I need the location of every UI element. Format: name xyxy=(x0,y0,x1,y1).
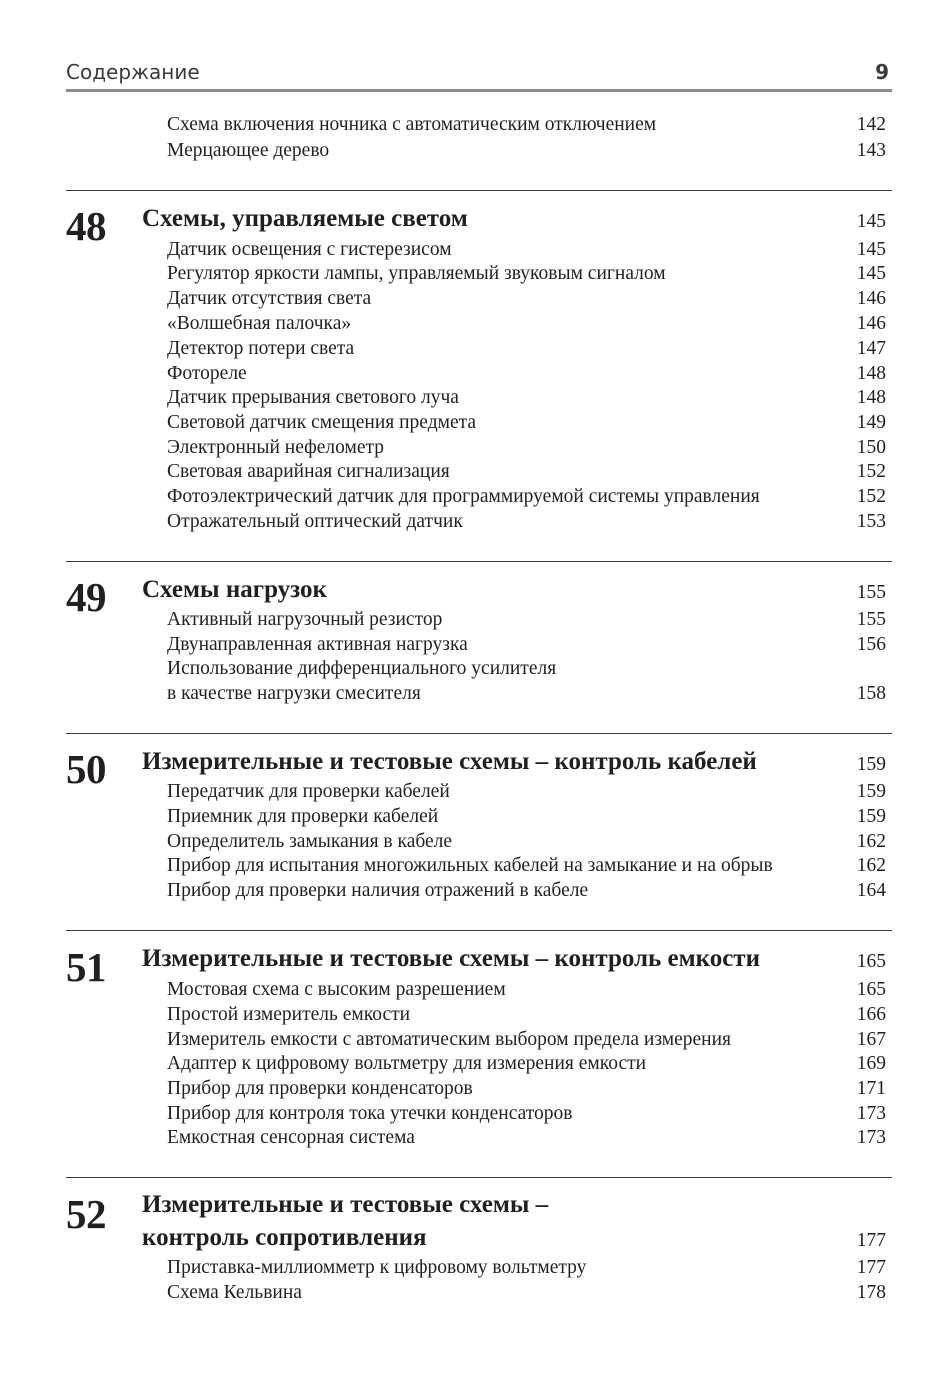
entry-page: 156 xyxy=(856,634,886,655)
entry-page: 152 xyxy=(856,486,886,507)
toc-entry xyxy=(167,1101,886,1126)
toc-entry xyxy=(167,681,886,706)
entry-title: Датчик отсутствия света xyxy=(167,288,372,309)
entry-title: Использование дифференциального усилителя xyxy=(167,658,557,679)
entry-page: 146 xyxy=(856,313,886,334)
entry-title: Регулятор яркости лампы, управляемый звуковым сигналом xyxy=(167,263,666,284)
entry-page: 171 xyxy=(856,1078,886,1099)
chapter-number: 52 xyxy=(66,1191,106,1237)
entry-page: 159 xyxy=(856,781,886,802)
header-page-number: 9 xyxy=(875,60,889,84)
toc-entry xyxy=(167,878,886,903)
running-header xyxy=(66,58,892,94)
toc-entry xyxy=(167,656,886,681)
toc-entry xyxy=(167,385,886,410)
entry-title: Двунаправленная активная нагрузка xyxy=(167,634,468,655)
entry-title: в качестве нагрузки смесителя xyxy=(167,683,421,704)
entry-page: 142 xyxy=(856,114,886,135)
entry-title: Прибор для контроля тока утечки конденсаторов xyxy=(167,1103,573,1124)
entry-page: 167 xyxy=(856,1029,886,1050)
toc-entry xyxy=(167,1125,886,1150)
toc-entry xyxy=(167,138,886,163)
toc-entry xyxy=(167,361,886,386)
entry-title: Фотоэлектрический датчик для программируемой системы управления xyxy=(167,486,760,507)
toc-entry xyxy=(167,286,886,311)
chapter-title: Измерительные и тестовые схемы – контроль емкости xyxy=(142,945,760,972)
entry-page: 158 xyxy=(856,683,886,704)
toc-entry xyxy=(167,410,886,435)
entry-page: 148 xyxy=(856,363,886,384)
entry-page: 173 xyxy=(856,1127,886,1148)
entry-title: Адаптер к цифровому вольтметру для измерения емкости xyxy=(167,1053,647,1074)
entry-title: Датчик прерывания светового луча xyxy=(167,387,459,408)
chapter-page: 145 xyxy=(856,211,886,232)
entry-title: Световой датчик смещения предмета xyxy=(167,412,477,433)
entry-page: 162 xyxy=(856,831,886,852)
entry-page: 153 xyxy=(856,511,886,532)
entry-page: 159 xyxy=(856,806,886,827)
entry-title: Прибор для испытания многожильных кабелей на замыкание и на обрыв xyxy=(167,855,773,876)
entry-title: Световая аварийная сигнализация xyxy=(167,461,450,482)
entry-title: Схема Кельвина xyxy=(167,1282,302,1303)
chapter-divider xyxy=(66,561,892,562)
entry-page: 148 xyxy=(856,387,886,408)
entry-page: 145 xyxy=(856,263,886,284)
toc-entry xyxy=(167,632,886,657)
entry-title: Схема включения ночника с автоматическим отключением xyxy=(167,114,657,135)
header-title: Содержание xyxy=(66,60,200,84)
chapter-title: Измерительные и тестовые схемы – контроль кабелей xyxy=(142,748,757,775)
toc-entry xyxy=(167,112,886,137)
toc-entry xyxy=(167,829,886,854)
toc-entry xyxy=(167,853,886,878)
toc-entry xyxy=(167,977,886,1002)
entry-title: Передатчик для проверки кабелей xyxy=(167,781,450,802)
entry-title: Электронный нефелометр xyxy=(167,437,384,458)
entry-title: Измеритель емкости с автоматическим выбором предела измерения xyxy=(167,1029,732,1050)
chapter-number: 50 xyxy=(66,746,106,792)
entry-page: 145 xyxy=(856,239,886,260)
entry-page: 149 xyxy=(856,412,886,433)
entry-title: Определитель замыкания в кабеле xyxy=(167,831,453,852)
entry-title: Отражательный оптический датчик xyxy=(167,511,463,532)
entry-page: 162 xyxy=(856,855,886,876)
entry-title: Приставка-миллиомметр к цифровому вольтметру xyxy=(167,1257,587,1278)
entry-page: 177 xyxy=(856,1257,886,1278)
chapter-title: Измерительные и тестовые схемы – xyxy=(142,1191,549,1218)
chapter-title: Схемы нагрузок xyxy=(142,576,327,603)
entry-page: 155 xyxy=(856,609,886,630)
chapter-divider xyxy=(66,1177,892,1178)
toc-entry xyxy=(167,435,886,460)
entry-title: Фотореле xyxy=(167,363,247,384)
chapter-page: 177 xyxy=(856,1230,886,1251)
entry-page: 150 xyxy=(856,437,886,458)
toc-entry xyxy=(167,1280,886,1305)
chapter-page: 159 xyxy=(856,754,886,775)
chapter-title: Схемы, управляемые светом xyxy=(142,205,468,232)
entry-page: 152 xyxy=(856,461,886,482)
toc-entry xyxy=(167,607,886,632)
entry-title: Активный нагрузочный резистор xyxy=(167,609,443,630)
toc-entry xyxy=(167,336,886,361)
entry-title: Детектор потери света xyxy=(167,338,355,359)
chapter-divider xyxy=(66,733,892,734)
toc-entry xyxy=(167,804,886,829)
entry-title: Приемник для проверки кабелей xyxy=(167,806,439,827)
toc-entry xyxy=(167,1027,886,1052)
toc-entry xyxy=(167,459,886,484)
entry-title: Мостовая схема с высоким разрешением xyxy=(167,979,506,1000)
entry-page: 165 xyxy=(856,979,886,1000)
entry-page: 178 xyxy=(856,1282,886,1303)
entry-title: Простой измеритель емкости xyxy=(167,1004,411,1025)
chapter-number: 48 xyxy=(66,203,106,249)
toc-entry xyxy=(167,1076,886,1101)
chapter-number: 49 xyxy=(66,574,106,620)
entry-title: Датчик освещения с гистерезисом xyxy=(167,239,452,260)
entry-page: 147 xyxy=(856,338,886,359)
chapter-number: 51 xyxy=(66,944,106,990)
chapter-page: 165 xyxy=(856,951,886,972)
entry-title: Мерцающее дерево xyxy=(167,140,330,161)
entry-page: 143 xyxy=(856,140,886,161)
entry-title: Прибор для проверки наличия отражений в кабеле xyxy=(167,880,589,901)
header-rule xyxy=(66,89,892,92)
chapter-divider xyxy=(66,930,892,931)
entry-page: 169 xyxy=(856,1053,886,1074)
entry-title: Емкостная сенсорная система xyxy=(167,1127,415,1148)
toc-entry xyxy=(167,1255,886,1280)
entry-page: 173 xyxy=(856,1103,886,1124)
entry-page: 166 xyxy=(856,1004,886,1025)
entry-page: 146 xyxy=(856,288,886,309)
entry-title: Прибор для проверки конденсаторов xyxy=(167,1078,473,1099)
toc-entry xyxy=(167,1002,886,1027)
toc-entry xyxy=(167,484,886,509)
toc-entry xyxy=(167,509,886,534)
chapter-divider xyxy=(66,190,892,191)
toc-entry xyxy=(167,311,886,336)
toc-entry xyxy=(167,1051,886,1076)
toc-entry xyxy=(167,261,886,286)
chapter-page: 155 xyxy=(856,582,886,603)
toc-entry xyxy=(167,237,886,262)
toc-entry xyxy=(167,779,886,804)
chapter-title-line2: контроль сопротивления xyxy=(142,1224,427,1251)
entry-page: 164 xyxy=(856,880,886,901)
entry-title: «Волшебная палочка» xyxy=(167,313,352,334)
